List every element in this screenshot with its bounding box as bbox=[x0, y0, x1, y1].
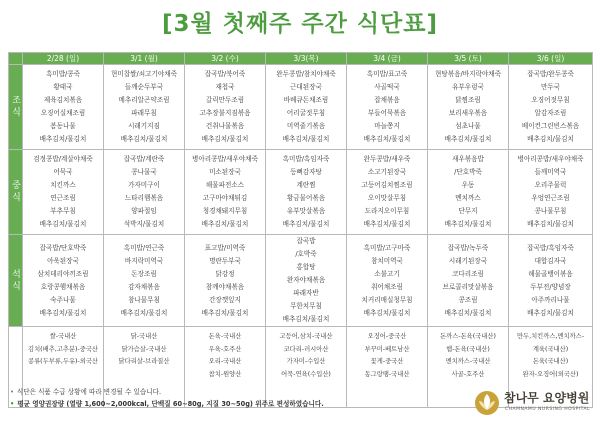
menu-item: 메추리알곤약조림 bbox=[118, 96, 170, 104]
day-header: 3/2 (수) bbox=[185, 53, 266, 65]
menu-item: 배추김치/물김치 bbox=[201, 220, 249, 228]
menu-item: 등뼈감자탕 bbox=[290, 168, 322, 176]
menu-item: 배추김치/물김치 bbox=[39, 220, 87, 228]
origin-item: 콩류(두부류,두유)-외국산 bbox=[27, 358, 98, 365]
menu-item: 건취나물볶음 bbox=[205, 122, 245, 130]
menu-cell bbox=[347, 150, 428, 235]
menu-item: 흑미밥/콩죽 bbox=[45, 70, 81, 78]
menu-cell bbox=[509, 235, 593, 327]
menu-item: 완자야채볶음 bbox=[286, 276, 326, 284]
meal-label: 석식 bbox=[9, 235, 23, 327]
menu-item: 배추김치/물김치 bbox=[527, 308, 574, 317]
menu-item: 고구마야채튀김 bbox=[202, 194, 248, 202]
menu-item: 잡곡밥 bbox=[296, 237, 316, 245]
menu-item: 호랑콩햄채볶음 bbox=[40, 282, 86, 291]
menu-item: 배추김치/물김치 bbox=[363, 135, 411, 143]
menu-item: 부추무침 bbox=[50, 207, 76, 215]
menu-item: 들깨순두부국 bbox=[124, 83, 164, 91]
menu-item: 병아리콩밥/새우야채죽 bbox=[192, 155, 258, 163]
note-line: • 식단은 식품 수급 상황에 따라 변경될 수 있습니다. bbox=[10, 388, 162, 396]
meal-label: 중식 bbox=[9, 150, 23, 235]
menu-item: 황태국 bbox=[53, 83, 73, 91]
menu-item: 배추김치/물김치 bbox=[282, 315, 330, 323]
menu-item: 잡곡밥/북어죽 bbox=[204, 70, 246, 78]
day-header: 3/6 (일) bbox=[509, 53, 593, 65]
origin-item: 우육-호주산 bbox=[208, 345, 242, 353]
meal-row bbox=[9, 150, 593, 235]
menu-item: 새우볶음밥 bbox=[452, 155, 484, 163]
menu-item: 시래기된장국 bbox=[448, 256, 488, 265]
menu-item: 치커리매실청무침 bbox=[361, 295, 413, 304]
menu-item: 닭강정 bbox=[215, 269, 235, 278]
menu-item: 미역줄기볶음 bbox=[286, 122, 326, 130]
menu-item: 치킨까스 bbox=[50, 181, 76, 189]
menu-item: 명란두부국 bbox=[209, 256, 241, 265]
menu-table bbox=[8, 52, 593, 408]
menu-item: 표고밥/미역죽 bbox=[204, 243, 246, 252]
title-area bbox=[0, 6, 600, 46]
menu-item: 브로콜리맛살볶음 bbox=[442, 282, 494, 291]
menu-item: 멘치까스 bbox=[455, 194, 481, 202]
menu-item: 계란찜 bbox=[296, 181, 316, 189]
menu-item: 배추김치/물김치 bbox=[444, 308, 492, 317]
menu-item: 우엉연근조림 bbox=[531, 194, 570, 202]
menu-cell bbox=[428, 150, 509, 235]
notes bbox=[10, 386, 450, 410]
menu-cell bbox=[185, 235, 266, 327]
menu-item: 오징어실채조림 bbox=[40, 109, 86, 117]
menu-item: 배추김치/물김치 bbox=[39, 308, 87, 317]
menu-item: 돈장조림 bbox=[131, 269, 157, 278]
menu-item: 참치미역국 bbox=[371, 256, 403, 265]
menu-item: 황금물어볶음 bbox=[286, 194, 326, 202]
menu-item: /호박죽 bbox=[295, 250, 317, 258]
menu-item: 바지락미역국 bbox=[124, 256, 164, 265]
menu-item: 참깨야채볶음 bbox=[205, 282, 245, 291]
day-header: 3/4 (금) bbox=[347, 53, 428, 65]
menu-item: 오징어젓무침 bbox=[531, 96, 570, 104]
menu-item: 배추김치/물김치 bbox=[282, 220, 330, 228]
origin-item: 꽃게-중국산 bbox=[370, 358, 404, 365]
menu-item: 양파절임 bbox=[131, 207, 157, 215]
origin-item: 참치-원양산 bbox=[208, 370, 242, 378]
menu-item: 단무지 bbox=[458, 207, 478, 215]
menu-item: 취어채조림 bbox=[371, 282, 403, 291]
origin-item: 계육(국내산) bbox=[532, 345, 569, 353]
menu-item: 대합김자국 bbox=[534, 256, 567, 265]
menu-item: 사골떡국 bbox=[374, 83, 400, 91]
menu-item: 배추김치/물김치 bbox=[201, 308, 249, 317]
menu-item: 도라지오이무침 bbox=[364, 207, 410, 215]
menu-item: 배추김치/물김치 bbox=[201, 135, 249, 143]
origin-item: 닭다리살-브라질산 bbox=[118, 358, 170, 365]
logo-name: 참나무 요양병원 bbox=[504, 391, 590, 405]
menu-item: 흑미밥/표고죽 bbox=[366, 70, 408, 78]
menu-item: 잡곡밥/녹두죽 bbox=[447, 243, 489, 252]
menu-item: 배추김치/물김치 bbox=[120, 308, 168, 317]
menu-item: 소불고기 bbox=[374, 269, 400, 278]
menu-item: 홍합탕 bbox=[296, 263, 316, 271]
menu-item: 현탕볶음/바지락야채죽 bbox=[435, 70, 501, 78]
origin-item: 고등어,삼치-국내산 bbox=[279, 333, 333, 340]
menu-item: 청경채돼지무침 bbox=[202, 207, 248, 215]
page-title: [3월 첫째주 주간 식단표] bbox=[161, 11, 439, 37]
origin-item: 닭가슴살-국내산 bbox=[121, 345, 167, 353]
menu-cell bbox=[266, 65, 347, 150]
corner-cell bbox=[9, 53, 23, 65]
origin-item: 사골-호주산 bbox=[451, 370, 485, 378]
menu-item: 해물골뱅이볶음 bbox=[528, 269, 573, 278]
menu-item: 배추김치/물김치 bbox=[527, 220, 574, 228]
day-header: 3/5 (토) bbox=[428, 53, 509, 65]
origin-item: 닭-국내산 bbox=[130, 333, 158, 340]
menu-item: 배추김치/물김치 bbox=[444, 135, 492, 143]
menu-cell bbox=[104, 150, 185, 235]
menu-item: 느타리햄볶음 bbox=[124, 194, 164, 202]
menu-item: 시래기지짐 bbox=[128, 122, 160, 130]
menu-cell bbox=[509, 65, 593, 150]
menu-item: 알감자조림 bbox=[534, 109, 567, 117]
meal-row bbox=[9, 65, 593, 150]
menu-item: 콩나물국 bbox=[131, 168, 157, 176]
menu-item: 잡곡밥/흑임자죽 bbox=[527, 243, 574, 252]
menu-item: 간장깻잎지 bbox=[209, 295, 241, 304]
origin-item: 오리-국내산 bbox=[208, 358, 242, 365]
menu-item: 섬초나물 bbox=[455, 122, 481, 130]
menu-item: 잡곡밥/계란죽 bbox=[123, 155, 165, 163]
menu-item: 우동 bbox=[461, 181, 475, 189]
menu-cell bbox=[509, 150, 593, 235]
menu-item: 베이컨그린빈스볶음 bbox=[521, 122, 580, 130]
menu-item: 배추김치/물김치 bbox=[282, 135, 330, 143]
menu-item: 완두콩밥/새우죽 bbox=[363, 155, 411, 163]
origin-item: 부꾸미-베트남산 bbox=[364, 345, 410, 353]
menu-item: 숙주나물 bbox=[50, 295, 76, 304]
menu-item: 잡곡밥/단호박죽 bbox=[39, 243, 87, 252]
menu-item: 닭찜조림 bbox=[455, 96, 481, 104]
leaf-logo-icon bbox=[474, 390, 500, 416]
menu-item: 파래자반 bbox=[293, 289, 319, 297]
menu-item: 배추김치/물김치 bbox=[444, 220, 492, 228]
menu-item: 참나물무침 bbox=[128, 295, 160, 304]
menu-item: /단호박죽 bbox=[454, 168, 482, 176]
menu-cell bbox=[23, 150, 104, 235]
menu-cell bbox=[104, 235, 185, 327]
origin-item: 쌀-국내산 bbox=[49, 333, 77, 340]
origin-item: 돈육-국내산 bbox=[208, 333, 242, 340]
day-header: 3/3(목) bbox=[266, 53, 347, 65]
menu-item: 아주까리나물 bbox=[531, 295, 570, 304]
menu-item: 고추장불지짐볶음 bbox=[199, 109, 251, 117]
menu-item: 두부전/양념장 bbox=[530, 282, 571, 291]
menu-item: 바베큐돈채조림 bbox=[283, 96, 329, 104]
menu-item: 파래무침 bbox=[131, 109, 157, 117]
meal-row bbox=[9, 235, 593, 327]
menu-cell bbox=[266, 150, 347, 235]
note-line: • 평균 영양권장량 (열량 1,600~2,000kcal, 단백질 60~80g, 지질 30~50g) 위주로 편성하였습니다. bbox=[10, 400, 324, 408]
menu-item: 해물파전소스 bbox=[205, 181, 245, 189]
menu-item: 흑미밥/연근죽 bbox=[123, 243, 165, 252]
menu-item: 검정콩밥/계살야채죽 bbox=[33, 155, 93, 163]
origin-item: 코다리-러시아산 bbox=[283, 345, 329, 353]
menu-item: 병아리콩밥/새우야채죽 bbox=[517, 155, 584, 163]
menu-item: 보리새우볶음 bbox=[448, 109, 488, 117]
menu-cell bbox=[185, 65, 266, 150]
menu-cell bbox=[266, 235, 347, 327]
menu-item: 잡채볶음 bbox=[374, 96, 400, 104]
origin-item: 오징어-중국산 bbox=[367, 333, 407, 340]
menu-cell bbox=[347, 65, 428, 150]
menu-item: 만두국 bbox=[540, 83, 561, 91]
menu-item: 흑미밥/고구마죽 bbox=[363, 243, 411, 252]
menu-item: 무한치무침 bbox=[290, 302, 322, 310]
menu-cell bbox=[428, 235, 509, 327]
logo-subtitle: CHAMNAMU NURSING HOSPITAL bbox=[505, 407, 591, 412]
menu-item: 들깨미역국 bbox=[534, 168, 567, 176]
menu-item: 완두콩밥/참치야채죽 bbox=[276, 70, 336, 78]
menu-item: 석박지/물김치 bbox=[123, 220, 165, 228]
origin-item: 김치(배추,고추분)-중국산 bbox=[27, 345, 98, 353]
menu-item: 감자채볶음 bbox=[128, 282, 160, 291]
menu-cell bbox=[185, 150, 266, 235]
origin-item: 완자-오징어(외국산) bbox=[522, 370, 579, 378]
menu-item: 배추김치/물김치 bbox=[39, 135, 87, 143]
menu-item: 유부우렁국 bbox=[452, 83, 484, 91]
menu-cell bbox=[104, 65, 185, 150]
origin-item: 돈까스-돈육(국내산) bbox=[440, 333, 496, 340]
menu-item: 흑미밥/흑임자죽 bbox=[282, 155, 330, 163]
menu-item: 근대된장국 bbox=[290, 83, 322, 91]
origin-item: 동그랑땡-국내산 bbox=[364, 370, 410, 378]
origin-item: 멘치까스-국내산 bbox=[445, 358, 491, 365]
menu-item: 콩나물무침 bbox=[534, 207, 567, 215]
menu-cell bbox=[23, 65, 104, 150]
menu-item: 소고기된장국 bbox=[367, 168, 407, 176]
menu-item: 현미찹쌀/쇠고기야채죽 bbox=[111, 70, 177, 78]
menu-item: 부들어묵볶음 bbox=[367, 109, 407, 117]
menu-item: 배추김치/물김치 bbox=[120, 135, 168, 143]
origin-item: 만두,치킨까스,멘치까스- bbox=[516, 333, 585, 340]
menu-item: 콩조림 bbox=[458, 295, 478, 304]
hospital-logo bbox=[474, 388, 598, 420]
origin-item: 햄-돈육(국내산) bbox=[446, 345, 490, 353]
origin-item: 가자미-수입산 bbox=[286, 358, 326, 365]
menu-item: 오리주물럭 bbox=[534, 181, 567, 189]
menu-item: 어묵국 bbox=[53, 168, 73, 176]
menu-item: 어리굴젓무침 bbox=[286, 109, 326, 117]
menu-cell bbox=[428, 65, 509, 150]
menu-item: 가자미구이 bbox=[128, 181, 160, 189]
menu-item: 유부맛살볶음 bbox=[286, 207, 326, 215]
day-header: 3/1 (월) bbox=[104, 53, 185, 65]
menu-item: 제육김치볶음 bbox=[43, 96, 83, 104]
menu-item: 봄동나물 bbox=[50, 122, 76, 130]
menu-item: 재첩국 bbox=[215, 83, 235, 91]
menu-item: 잡곡밥/완두콩죽 bbox=[527, 70, 574, 78]
origin-item: 돈육(국내산) bbox=[532, 358, 569, 365]
menu-item: 고등어김치찜조림 bbox=[361, 181, 413, 189]
menu-item: 아욱된장국 bbox=[47, 256, 79, 265]
menu-item: 배추김치/물김치 bbox=[527, 135, 574, 143]
menu-item: 미소된장국 bbox=[209, 168, 241, 176]
menu-item: 마늘쫑지 bbox=[374, 122, 400, 130]
menu-item: 배추김치/물김치 bbox=[363, 308, 411, 317]
menu-item: 갈릭만두조림 bbox=[205, 96, 245, 104]
meal-label: 조식 bbox=[9, 65, 23, 150]
menu-item: 배추김치/물김치 bbox=[363, 220, 411, 228]
day-header-row bbox=[9, 53, 593, 65]
menu-item: 연근조림 bbox=[50, 194, 76, 202]
origin-item: 어묵-연육(수입산) bbox=[281, 370, 331, 378]
menu-cell bbox=[347, 235, 428, 327]
menu-item: 삼치데리야끼조림 bbox=[37, 269, 89, 278]
day-header: 2/28 (일) bbox=[23, 53, 104, 65]
menu-item: 오이맛살무침 bbox=[367, 194, 407, 202]
menu-item: 코다리조림 bbox=[452, 269, 484, 278]
menu-cell bbox=[23, 235, 104, 327]
